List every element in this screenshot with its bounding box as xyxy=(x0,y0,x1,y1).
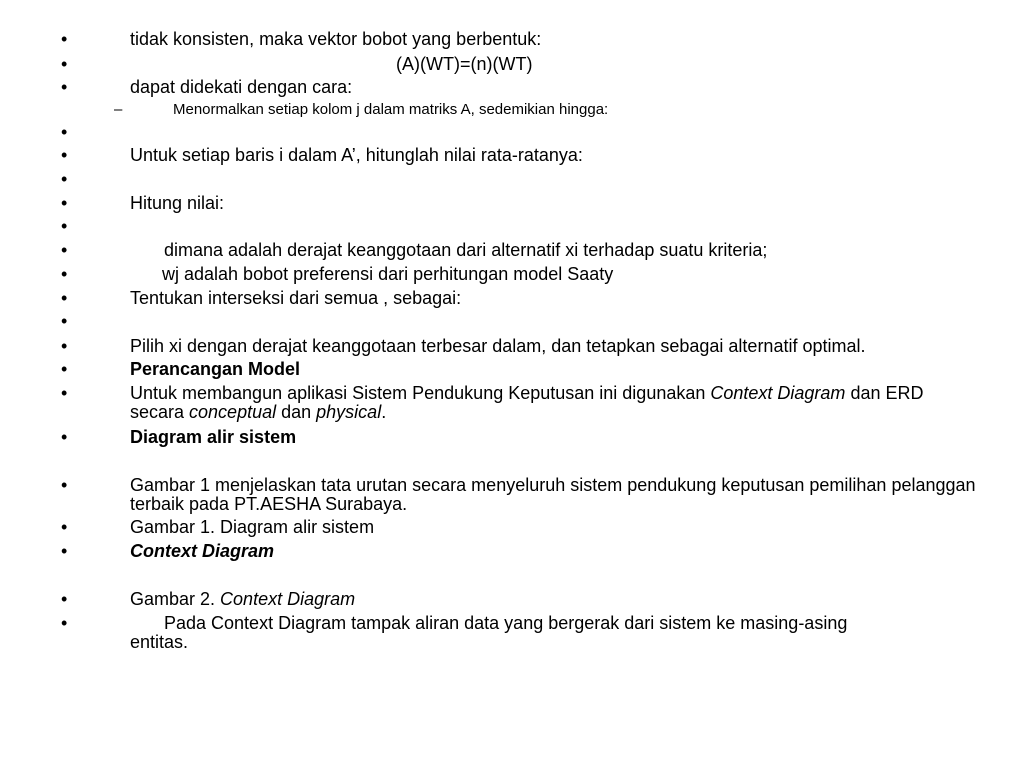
line-text xyxy=(130,590,355,609)
bullet-marker: • xyxy=(61,169,68,189)
bullet-marker: • xyxy=(61,216,68,236)
line-text: Gambar 1 menjelaskan tata urutan secara menyeluruh sistem pendukung keputusan pemilihan pelanggan terbaik pada PT.AESHA Surabaya. xyxy=(130,475,976,514)
text-run-italic: Context Diagram xyxy=(710,383,846,403)
sub-bullet-marker: – xyxy=(114,101,123,118)
text-run-italic: physical xyxy=(316,402,382,422)
bullet-marker: • xyxy=(61,54,68,74)
bullet-marker: • xyxy=(61,77,68,97)
bullet-marker: • xyxy=(61,383,68,403)
bullet-marker: • xyxy=(61,311,68,331)
line-text: dapat didekati dengan cara: xyxy=(130,77,353,97)
bullet-marker: • xyxy=(61,193,68,213)
line-text: Untuk setiap baris i dalam A’, hitunglah nilai rata-ratanya: xyxy=(130,145,583,165)
text-run: Gambar 2. xyxy=(130,589,221,609)
bullet-marker: • xyxy=(61,264,68,284)
bullet-marker: • xyxy=(61,240,68,260)
text-run: . xyxy=(381,402,387,422)
text-run-italic: conceptual xyxy=(189,402,277,422)
bullet-marker: • xyxy=(61,589,68,609)
line-text xyxy=(130,384,980,422)
bullet-marker: • xyxy=(61,427,68,447)
bullet-marker: • xyxy=(61,541,68,561)
formula-text: (A)(WT)=(n)(WT) xyxy=(396,54,533,74)
section-heading-perancangan-model: Perancangan Model xyxy=(130,359,301,379)
line-text: entitas. xyxy=(130,632,189,652)
text-run: dan ERD secara xyxy=(130,383,924,422)
bullet-marker: • xyxy=(61,145,68,165)
line-text: Menormalkan setiap kolom j dalam matriks A, sedemikian hingga: xyxy=(173,101,609,118)
text-run: dan xyxy=(276,402,317,422)
line-text: Pilih xi dengan derajat keanggotaan terbesar dalam, dan tetapkan sebagai alternatif optimal. xyxy=(130,336,866,356)
bullet-marker: • xyxy=(61,475,68,495)
bullet-marker: • xyxy=(61,336,68,356)
bullet-marker: • xyxy=(61,122,68,142)
bullet-marker: • xyxy=(61,613,68,633)
section-heading-diagram-alir: Diagram alir sistem xyxy=(130,427,297,447)
bullet-marker: • xyxy=(61,29,68,49)
line-text: Hitung nilai: xyxy=(130,193,225,213)
line-text: dimana adalah derajat keanggotaan dari alternatif xi terhadap suatu kriteria; xyxy=(164,240,768,260)
section-heading-context-diagram: Context Diagram xyxy=(130,541,275,561)
text-run-italic: Context Diagram xyxy=(220,589,356,609)
line-text: wj adalah bobot preferensi dari perhitungan model Saaty xyxy=(162,264,614,284)
bullet-marker: • xyxy=(61,517,68,537)
line-text: Pada Context Diagram tampak aliran data yang bergerak dari sistem ke masing-asing xyxy=(164,613,848,633)
line-text: Tentukan interseksi dari semua , sebagai: xyxy=(130,288,462,308)
bullet-marker: • xyxy=(61,288,68,308)
bullet-marker: • xyxy=(61,359,68,379)
text-run: Untuk membangun aplikasi Sistem Pendukung Keputusan ini digunakan xyxy=(130,383,711,403)
line-text: tidak konsisten, maka vektor bobot yang berbentuk: xyxy=(130,29,542,49)
line-text: Gambar 1. Diagram alir sistem xyxy=(130,517,375,537)
